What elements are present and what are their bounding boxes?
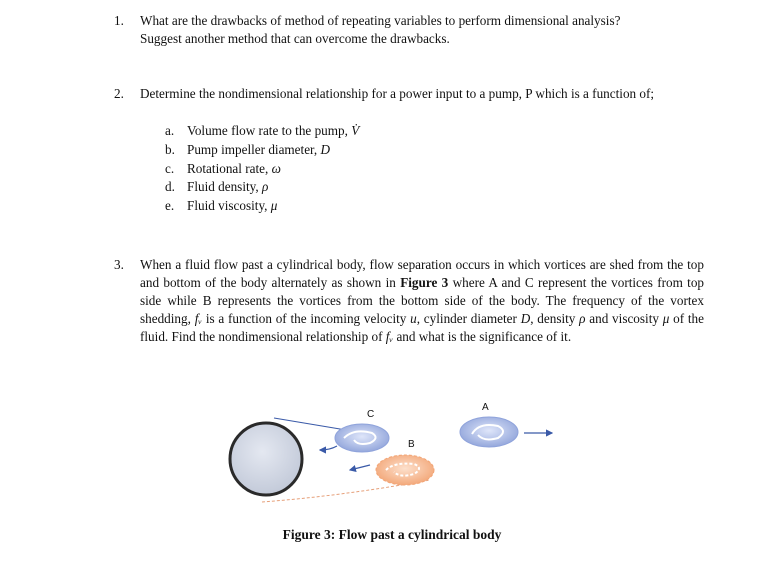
subitem-text: Volume flow rate to the pump, [187, 123, 348, 138]
subitem-symbol: ρ [261, 179, 269, 194]
question-3 [114, 256, 704, 346]
vortex-c [335, 424, 389, 452]
symbol-fv: fᵥ [194, 311, 203, 326]
subitem-text: Rotational rate, [187, 161, 269, 176]
subitem-text: Fluid viscosity, [187, 198, 268, 213]
q3-text-g: of the fluid. Find the nondimensional relationship of [140, 311, 704, 344]
symbol-fv: fᵥ [385, 329, 394, 344]
symbol-mu: μ [662, 311, 670, 326]
arrow-induced-b [350, 465, 370, 470]
subitem-symbol: μ [270, 198, 278, 213]
subitem-symbol: ω [271, 161, 281, 176]
vortex-a [460, 417, 518, 447]
vortex-shedding-diagram [222, 398, 582, 510]
question-text [140, 256, 704, 346]
subitem-c [165, 160, 281, 178]
question-number: 1. [114, 13, 124, 28]
subitem-letter: c. [165, 161, 175, 176]
question-1-line-1: What are the drawbacks of method of repeating variables to perform dimensional analysis? [140, 13, 621, 28]
question-number: 3. [114, 257, 124, 272]
label-b: B [408, 439, 415, 450]
question-text [140, 12, 704, 48]
question-1 [114, 12, 704, 48]
subitem-letter: d. [165, 179, 175, 194]
subitem-letter: a. [165, 123, 175, 138]
subitem-b [165, 141, 330, 159]
figure-reference: Figure 3 [400, 275, 449, 290]
subitem-symbol: V̇ [351, 123, 360, 138]
q3-text-e: , density [530, 311, 576, 326]
subitem-text: Pump impeller diameter, [187, 142, 318, 157]
question-number: 2. [114, 86, 124, 101]
question-text: Determine the nondimensional relationship for a power input to a pump, P which is a function of; [140, 86, 655, 101]
question-1-line-2: Suggest another method that can overcome the drawbacks. [140, 31, 450, 46]
q3-text-b: where A and C represent the vortices from top side while B represents the vortices from the bottom side of the body. The frequency of the vortex shedding, [140, 275, 705, 326]
subitem-letter: e. [165, 198, 175, 213]
subitem-d [165, 178, 268, 196]
question-2 [114, 85, 704, 103]
vortex-b [376, 455, 434, 485]
q3-text-d: , cylinder diameter [416, 311, 517, 326]
cylinder-body [230, 423, 302, 495]
symbol-rho: ρ [579, 311, 586, 326]
subitem-text: Fluid density, [187, 179, 259, 194]
q3-text-a: When a fluid flow past a cylindrical body, flow separation occurs in which vortices are shed from the top and bottom of the body alternately as shown in [140, 257, 704, 290]
symbol-D: D [520, 311, 531, 326]
q3-text-f: and viscosity [589, 311, 659, 326]
q3-text-h: and what is the significance of it. [396, 329, 572, 344]
label-c: C [367, 409, 375, 420]
subitem-a [165, 122, 359, 140]
figure-caption: Figure 3: Flow past a cylindrical body [282, 527, 502, 542]
subitem-symbol: D [320, 142, 331, 157]
subitem-e [165, 197, 277, 215]
subitem-letter: b. [165, 142, 175, 157]
label-a: A [482, 402, 489, 413]
arrow-induced-c [320, 446, 337, 450]
symbol-u: u [410, 311, 417, 326]
figure-3 [222, 398, 582, 510]
q3-text-c: is a function of the incoming velocity [205, 311, 407, 326]
